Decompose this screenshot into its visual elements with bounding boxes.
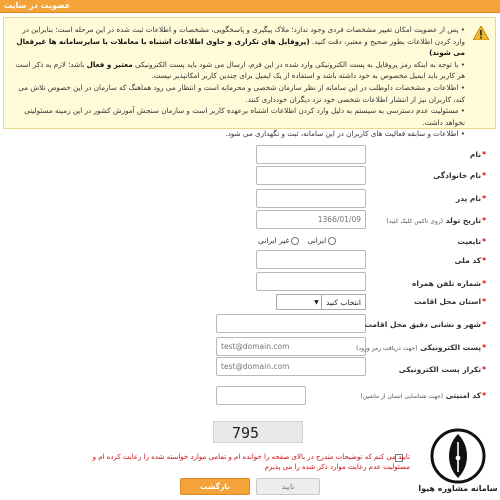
email-label: *پست الکترونیکی (جهت دریافت رمز ورود) (356, 343, 486, 352)
mobile-label: *شماره تلفن همراه (411, 279, 486, 288)
national-code-label: *کد ملی (454, 256, 486, 265)
notice-paragraph-2: • با توجه به اینکه رمز پروفایل به پست الکترونیکی وارد شده در این فرم، ارسال می شود باید پست الکترونیکی معتبر و فعال باشد؛ لازم به ذکر است هر کاربر باید ایمیل مخصوص به خود داشته باشد و استفاده از یک ایمیل برای چندین کاربر امکانپذیر نیست. (15, 59, 465, 81)
mobile-row (0, 272, 500, 294)
last-name-row (0, 166, 500, 188)
city-address-label: *شهر و نشانی دقیق محل اقامت (364, 320, 486, 329)
nationality-label: *تابعیت (457, 237, 486, 246)
father-name-row (0, 189, 500, 211)
province-row (0, 293, 500, 315)
watermark-logo (418, 428, 498, 498)
notice-paragraph-1: • پس از عضویت امکان تغییر مشخصات فردی وجود ندارد؛ ملاک پیگیری و پاسخگویی، مشخصات و اطلاعات ثبت شده در این مرحله است؛ بنابراین در وارد کردن اطلاعات بطور صحیح و معتبر، دقت کنید. (پروفایل های تکراری و حاوی اطلاعات اشتباه با معاملات با سایرسامانه ها غیرفعال می شوند) (16, 25, 465, 58)
confirm-button[interactable]: تایید (256, 478, 320, 495)
first-name-row (0, 145, 500, 167)
first-name-label: *نام (469, 150, 486, 159)
radio-non-iranian-circle[interactable] (291, 237, 299, 245)
province-label: *استان محل اقامت (413, 297, 486, 306)
email-repeat-row (0, 357, 500, 379)
birth-date-row (0, 210, 500, 232)
captcha-row (0, 386, 500, 408)
province-selected-value: انتخاب کنید (325, 297, 361, 307)
city-row (0, 314, 500, 336)
email-row (0, 337, 500, 359)
notice-paragraph-3: • اطلاعات و مشخصات داوطلب در این سامانه از نظر سازمان شخصی و محرمانه است و انتظار می رود هماهنگ که سازمان در این خصوص تلاش می کند، کاربران نیز از انتشار اطلاعات شخصی خود نزد دیگران خودداری کنند. (18, 82, 465, 104)
captcha-label: *کد امنیتی (جهت شناسایی انسان از ماشین) (360, 391, 486, 400)
notice-box (3, 17, 496, 139)
window-title: عضویت در سایت (4, 1, 71, 10)
warning-icon (473, 26, 489, 40)
radio-iranian[interactable]: ایرانی (307, 236, 336, 245)
captcha-image-text: 795 (232, 424, 260, 442)
pen-logo-icon (418, 428, 498, 484)
terms-text: تایید می کنم که توضیحات مندرج در بالای صفحه را خوانده ام و تمامی موارد خواسته شده را رعایت کرده ام و مسئولیت عدم رعایت موارد ذکر شده را می پذیرم (92, 453, 410, 471)
captcha-image (213, 421, 303, 443)
birth-date-label: *تاریخ تولد (روی تاکس کلیک کنید) (386, 216, 486, 225)
back-button[interactable]: بازگشت (180, 478, 250, 495)
last-name-label: *نام خانوادگی (433, 171, 486, 180)
father-name-label: *نام پدر (455, 194, 486, 203)
email-repeat-label: *تکرار پست الکترونیکی (398, 365, 486, 374)
chevron-down-icon[interactable]: ▼ (312, 295, 322, 309)
captcha-input[interactable] (216, 386, 306, 405)
notice-paragraph-5: • اطلاعات و سابقه فعالیت های کاربران در این سامانه، ثبت و نگهداری می شود. (225, 129, 465, 139)
notice-paragraph-4: • مسئولیت عدم دسترسی به سیستم به دلیل وارد کردن اطلاعات اشتباه برعهده کاربر است و سازمان سنجش آموزش کشور در این زمینه مسئولیتی نخواهد داشت. (24, 106, 465, 127)
watermark-brand-text: سامانه مشاوره هیوا (418, 484, 498, 493)
radio-non-iranian[interactable]: غیر ایرانی (258, 236, 299, 245)
national-code-row (0, 250, 500, 272)
window-titlebar (0, 0, 500, 13)
